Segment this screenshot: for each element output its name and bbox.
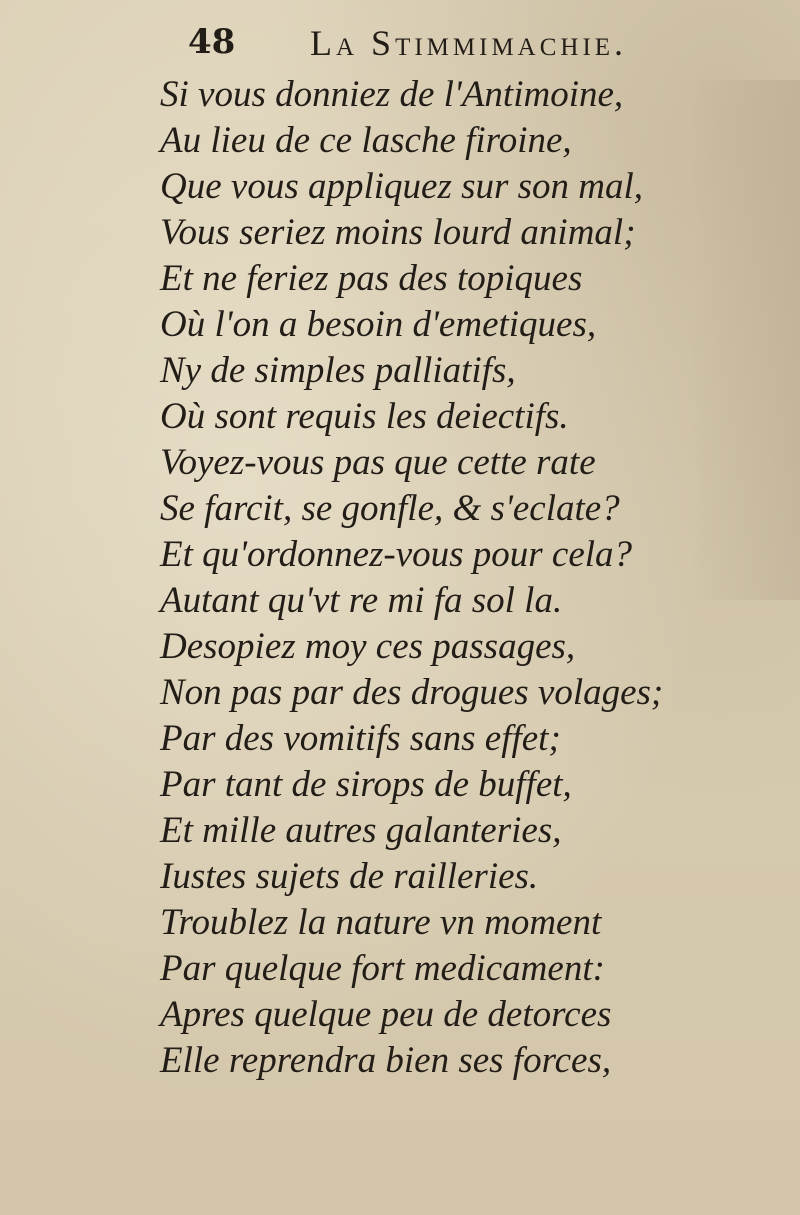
verse-line: Iustes sujets de railleries. bbox=[160, 856, 539, 897]
verse-line: Et mille autres galanteries, bbox=[160, 810, 562, 851]
verse-line: Que vous appliquez sur son mal, bbox=[160, 166, 644, 207]
verse-line: Se farcit, se gonfle, & s'eclate? bbox=[160, 488, 620, 529]
verse-line: Ny de simples palliatifs, bbox=[160, 350, 516, 391]
verse-line: Voyez-vous pas que cette rate bbox=[160, 442, 596, 483]
verse-line: Non pas par des drogues volages; bbox=[160, 672, 664, 713]
verse-line: Où l'on a besoin d'emetiques, bbox=[160, 304, 597, 345]
verse-line: Apres quelque peu de detorces bbox=[160, 994, 612, 1035]
page-number: 48 bbox=[188, 22, 236, 62]
verse-line: Et qu'ordonnez-vous pour cela? bbox=[160, 534, 633, 575]
verse-line: Par quelque fort medicament: bbox=[160, 948, 605, 989]
verse-line: Et ne feriez pas des topiques bbox=[160, 258, 583, 299]
verse-line: Autant qu'vt re mi fa sol la. bbox=[160, 580, 563, 621]
verse-line: Si vous donniez de l'Antimoine, bbox=[160, 74, 624, 115]
verse-line: Où sont requis les deiectifs. bbox=[160, 396, 569, 437]
verse-line: Desopiez moy ces passages, bbox=[160, 626, 576, 667]
verse-line: Elle reprendra bien ses forces, bbox=[160, 1040, 612, 1081]
verse-line: Au lieu de ce lasche firoine, bbox=[160, 120, 572, 161]
verse-line: Troublez la nature vn moment bbox=[160, 902, 602, 943]
verse-line: Vous seriez moins lourd animal; bbox=[160, 212, 636, 253]
running-title: La Stimmimachie. bbox=[310, 23, 628, 63]
verse-line: Par des vomitifs sans effet; bbox=[160, 718, 561, 759]
verse-block bbox=[160, 72, 720, 1084]
page-header bbox=[160, 22, 720, 74]
verse-line: Par tant de sirops de buffet, bbox=[160, 764, 572, 805]
